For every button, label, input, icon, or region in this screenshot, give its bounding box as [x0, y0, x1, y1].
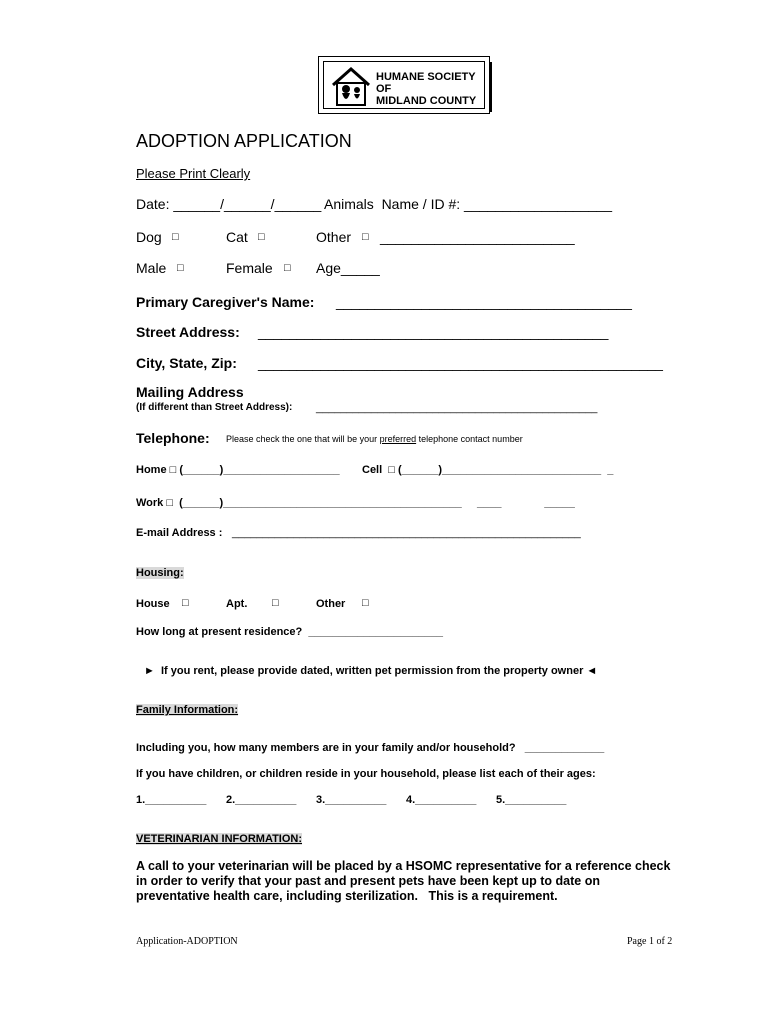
logo-text-line1: HUMANE SOCIETY — [376, 71, 476, 83]
house-checkbox[interactable]: □ — [182, 597, 189, 609]
mailing-sublabel: (If different than Street Address): — [136, 402, 293, 413]
child-age-field-1[interactable]: 1.__________ — [136, 794, 207, 806]
logo-side-line — [490, 62, 492, 112]
household-members-field[interactable]: Including you, how many members are in your family and/or household? _____________ — [136, 742, 605, 754]
other-animal-label: Other — [316, 229, 352, 245]
cat-checkbox[interactable]: □ — [258, 231, 265, 243]
apt-checkbox[interactable]: □ — [272, 597, 279, 609]
caregiver-field[interactable]: ______________________________________ — [336, 294, 632, 310]
page-title: ADOPTION APPLICATION — [136, 131, 352, 151]
email-label: E-mail Address : — [136, 527, 223, 539]
telephone-note-pre: Please check the one that will be your — [226, 434, 380, 444]
telephone-note — [226, 434, 523, 444]
date-field[interactable]: Date: ______/______/______ — [136, 196, 322, 212]
street-label: Street Address: — [136, 324, 240, 340]
family-info-label: Family Information: — [136, 704, 239, 716]
age-field[interactable]: Age_____ — [316, 260, 380, 276]
house-label: House — [136, 598, 170, 610]
telephone-note-preferred: preferred — [379, 434, 417, 444]
animal-id-field[interactable]: Animals Name / ID #: ___________________ — [324, 196, 612, 212]
vet-text-line3: preventative health care, including sterilization. This is a requirement. — [136, 889, 558, 903]
cat-label: Cat — [226, 229, 248, 245]
telephone-label: Telephone: — [136, 430, 210, 446]
child-age-field-3[interactable]: 3.__________ — [316, 794, 387, 806]
city-field[interactable]: ____________________________________________________ — [258, 355, 663, 371]
city-label: City, State, Zip: — [136, 355, 237, 371]
apt-label: Apt. — [226, 598, 248, 610]
mailing-field[interactable]: ______________________________________________ — [316, 402, 598, 414]
children-ages-prompt: If you have children, or children reside in your household, please list each of their ages: — [136, 768, 596, 780]
child-age-field-5[interactable]: 5.__________ — [496, 794, 567, 806]
telephone-note-post: telephone contact number — [416, 434, 523, 444]
cell-phone-field[interactable]: Cell □ (______)__________________________ _ — [362, 464, 614, 476]
logo-text-line3: MIDLAND COUNTY — [376, 95, 477, 107]
dog-checkbox[interactable]: □ — [172, 231, 179, 243]
female-label: Female — [226, 260, 273, 276]
street-field[interactable]: _____________________________________________ — [258, 324, 609, 340]
work-phone-field[interactable]: Work □ (______)_______________________________________ ____ _____ — [136, 497, 575, 509]
child-age-field-4[interactable]: 4.__________ — [406, 794, 477, 806]
caregiver-label: Primary Caregiver's Name: — [136, 294, 315, 310]
male-checkbox[interactable]: □ — [177, 262, 184, 274]
footer-doc-name: Application-ADOPTION — [136, 936, 238, 947]
rent-permission-note: ► If you rent, please provide dated, written pet permission from the property owner ◄ — [144, 665, 598, 677]
home-phone-field[interactable]: Home □ (______)___________________ — [136, 464, 340, 476]
house-pets-icon — [329, 63, 373, 107]
footer-page-number: Page 1 of 2 — [627, 936, 673, 947]
mailing-label: Mailing Address — [136, 384, 244, 400]
housing-label: Housing: — [136, 567, 184, 579]
vet-text-line1: A call to your veterinarian will be placed by a HSOMC representative for a reference check — [136, 859, 671, 873]
logo-text-line2: OF — [376, 83, 392, 95]
print-clearly-note: Please Print Clearly — [136, 166, 251, 181]
vet-text-line2: in order to verify that your past and present pets have been kept up to date on — [136, 874, 600, 888]
dog-label: Dog — [136, 229, 162, 245]
housing-other-label: Other — [316, 598, 346, 610]
other-animal-field[interactable]: _________________________ — [380, 229, 575, 245]
email-field[interactable]: _________________________________________________________ — [232, 527, 581, 539]
child-age-field-2[interactable]: 2.__________ — [226, 794, 297, 806]
residence-duration-field[interactable]: How long at present residence? ______________________ — [136, 626, 443, 638]
vet-info-label: VETERINARIAN INFORMATION: — [136, 833, 303, 845]
male-label: Male — [136, 260, 167, 276]
housing-other-checkbox[interactable]: □ — [362, 597, 369, 609]
female-checkbox[interactable]: □ — [284, 262, 291, 274]
other-animal-checkbox[interactable]: □ — [362, 231, 369, 243]
